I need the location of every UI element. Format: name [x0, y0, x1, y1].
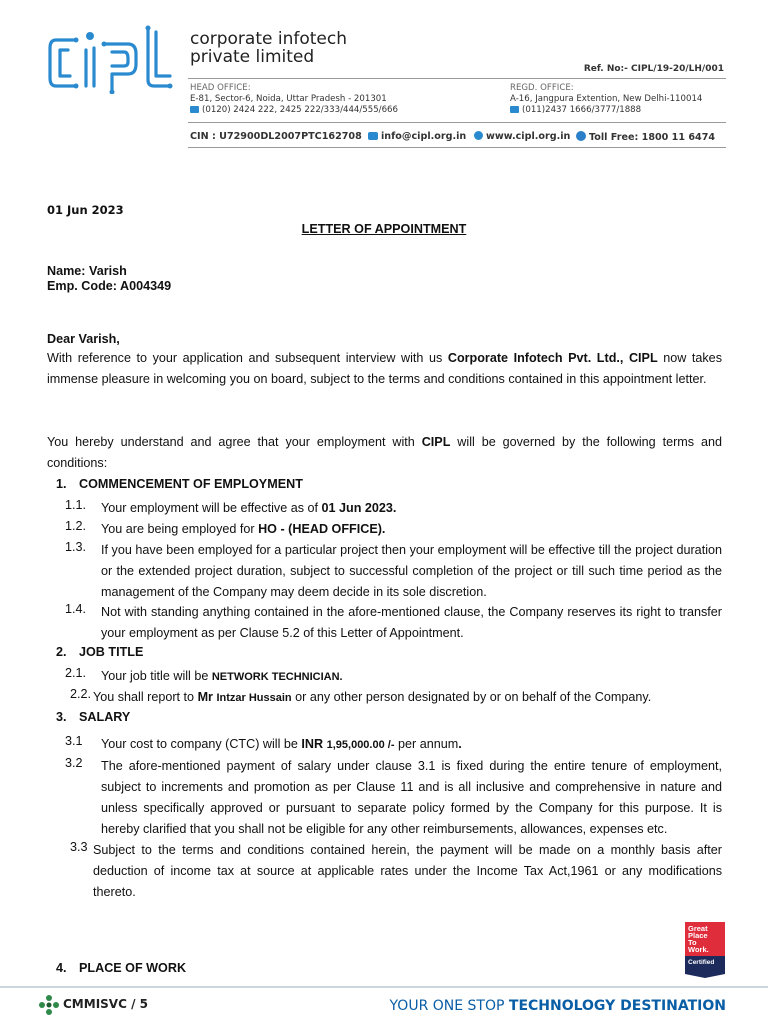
email-icon [368, 132, 378, 140]
section-4-title: PLACE OF WORK [79, 961, 187, 975]
company-name-line1: corporate infotech [190, 29, 347, 49]
head-office-phone-row [190, 105, 398, 116]
regd-office-address: A-16, Jangpura Extention, New Delhi-110014 [510, 94, 703, 104]
cmmi-label: CMMISVC / 5 [63, 997, 148, 1011]
manager-name: Intzar Hussain [216, 692, 292, 704]
employee-name: Name: Varish [47, 264, 127, 278]
cmmi-logo-icon [38, 994, 60, 1016]
terms-paragraph [47, 432, 722, 474]
section-2-title: JOB TITLE [79, 645, 144, 659]
clause-number: 1.1. [65, 498, 87, 512]
clause-2-2 [93, 687, 722, 709]
clause-number: 1.3. [65, 540, 87, 554]
clause-end: . [458, 737, 462, 751]
phone-icon [576, 131, 586, 141]
clause-text-continued: or any other person designated by or on behalf of the Company. [291, 690, 652, 704]
intro-text-continued: now takes immense pleasure in welcoming you on board, subject to the terms and conditions contained in this appointment letter. [47, 351, 722, 386]
intro-paragraph [47, 348, 722, 390]
toll-free-number: Toll Free: 1800 11 6474 [589, 132, 716, 143]
company-name-bold: Corporate Infotech Pvt. Ltd., CIPL [447, 351, 658, 365]
clause-text: You shall report to [93, 690, 198, 704]
toll-free-row [576, 131, 715, 143]
clause-text: Your cost to company (CTC) will be [101, 737, 302, 751]
terms-text-continued: will be governed by the following terms and conditions: [47, 435, 722, 470]
clause-1-2 [101, 519, 722, 540]
clause-text: You are being employed for [101, 522, 259, 536]
great-place-to-work-badge [685, 922, 725, 978]
effective-date: 01 Jun 2023. [321, 501, 397, 515]
footer-tagline [390, 998, 726, 1014]
letter-title: LETTER OF APPOINTMENT [301, 222, 467, 236]
work-location: HO - (HEAD OFFICE). [258, 522, 386, 536]
head-office-block [190, 83, 398, 116]
clause-1-1 [101, 498, 722, 519]
clause-3-3: Subject to the terms and conditions contained herein, the payment will be made on a monthly basis after deduction of income tax at source at applicable rates under the Income Tax Act,1961 or any modifications thereto. [93, 843, 722, 899]
section-1-title: COMMENCEMENT OF EMPLOYMENT [79, 477, 303, 491]
regd-office-label: REGD. OFFICE: [510, 83, 574, 93]
section-3-number: 3. [56, 710, 67, 724]
globe-icon [474, 131, 483, 140]
clause-text-continued: per annum [394, 737, 459, 751]
regd-office-block [510, 83, 702, 116]
clause-number: 3.2 [65, 756, 83, 770]
cin-number: CIN : U72900DL2007PTC162708 [190, 131, 362, 142]
phone-icon [190, 106, 199, 113]
reference-number: Ref. No:- CIPL/19-20/LH/001 [583, 64, 724, 74]
intro-text: With reference to your application and subsequent interview with us [47, 351, 448, 365]
employee-code: Emp. Code: A004349 [47, 279, 172, 293]
head-office-label: HEAD OFFICE: [190, 83, 251, 93]
clause-number: 1.2. [65, 519, 87, 533]
section-3-title: SALARY [79, 710, 131, 724]
cipl-logo [46, 22, 174, 94]
header-divider-bottom [188, 147, 726, 148]
clause-number: 2.2. [70, 687, 92, 701]
head-office-address: E-81, Sector-6, Noida, Uttar Pradesh - 201301 [190, 94, 387, 104]
header-divider-top [188, 78, 726, 79]
header-divider-mid [188, 122, 726, 123]
terms-text: You hereby understand and agree that your employment with [47, 435, 422, 449]
tagline-bold: TECHNOLOGY DESTINATION [508, 998, 726, 1014]
regd-office-phone-row [510, 105, 702, 116]
section-4-number: 4. [56, 961, 67, 975]
manager-honorific: Mr [197, 690, 213, 704]
badge-text: Place [688, 931, 708, 940]
currency: INR [301, 737, 324, 751]
job-title-value: NETWORK TECHNICIAN. [211, 671, 343, 683]
clause-3-2: The afore-mentioned payment of salary under clause 3.1 is fixed during the entire tenure of employment, subject to increments and promotion as per Clause 11 and is all inclusive and comprehensive in nature and unless specifically approved or pursuant to separate policy formed by the Company for this purpose. It is hereby clarified that you shall not be eligible for any other reimbursements, allowances, expenses etc. [101, 759, 722, 836]
head-office-phone: (0120) 2424 222, 2425 222/333/444/555/666 [202, 105, 398, 115]
badge-text: Work. [688, 945, 709, 954]
clause-1-4: Not with standing anything contained in the afore-mentioned clause, the Company reserves its right to transfer your employment as per Clause 5.2 of this Letter of Appointment. [101, 605, 722, 640]
clause-text: Your employment will be effective as of [101, 501, 322, 515]
website-url: www.cipl.org.in [486, 131, 571, 142]
section-1-number: 1. [56, 477, 67, 491]
badge-text: To [688, 938, 697, 947]
salutation: Dear Varish, [47, 332, 120, 346]
footer-divider [0, 986, 768, 988]
badge-text: Certified [688, 959, 715, 966]
clause-number: 3.1 [65, 734, 83, 748]
regd-office-phone: (011)2437 1666/3777/1888 [522, 105, 642, 115]
letter-date: 01 Jun 2023 [47, 203, 124, 217]
phone-icon [510, 106, 519, 113]
clause-2-1 [101, 666, 722, 688]
badge-text: Great [688, 924, 708, 933]
company-abbr-bold: CIPL [421, 435, 451, 449]
company-name-line2: private limited [190, 47, 315, 67]
section-2-number: 2. [56, 645, 67, 659]
clause-number: 1.4. [65, 602, 87, 616]
clause-text: Your job title will be [101, 669, 212, 683]
ctc-amount: 1,95,000.00 /- [326, 739, 395, 751]
website-row [474, 131, 570, 142]
email-row [368, 131, 466, 142]
email-address: info@cipl.org.in [381, 131, 467, 142]
clause-number: 2.1. [65, 666, 87, 680]
clause-3-1 [101, 734, 722, 756]
tagline-text: YOUR ONE STOP [389, 998, 509, 1014]
clause-1-3: If you have been employed for a particular project then your employment will be effective till the project duration or the extended project duration, subject to successful completion of the project or till such time period as the management of the Company may deem decide in its sole discretion. [101, 543, 722, 599]
clause-number: 3.3 [70, 840, 88, 854]
